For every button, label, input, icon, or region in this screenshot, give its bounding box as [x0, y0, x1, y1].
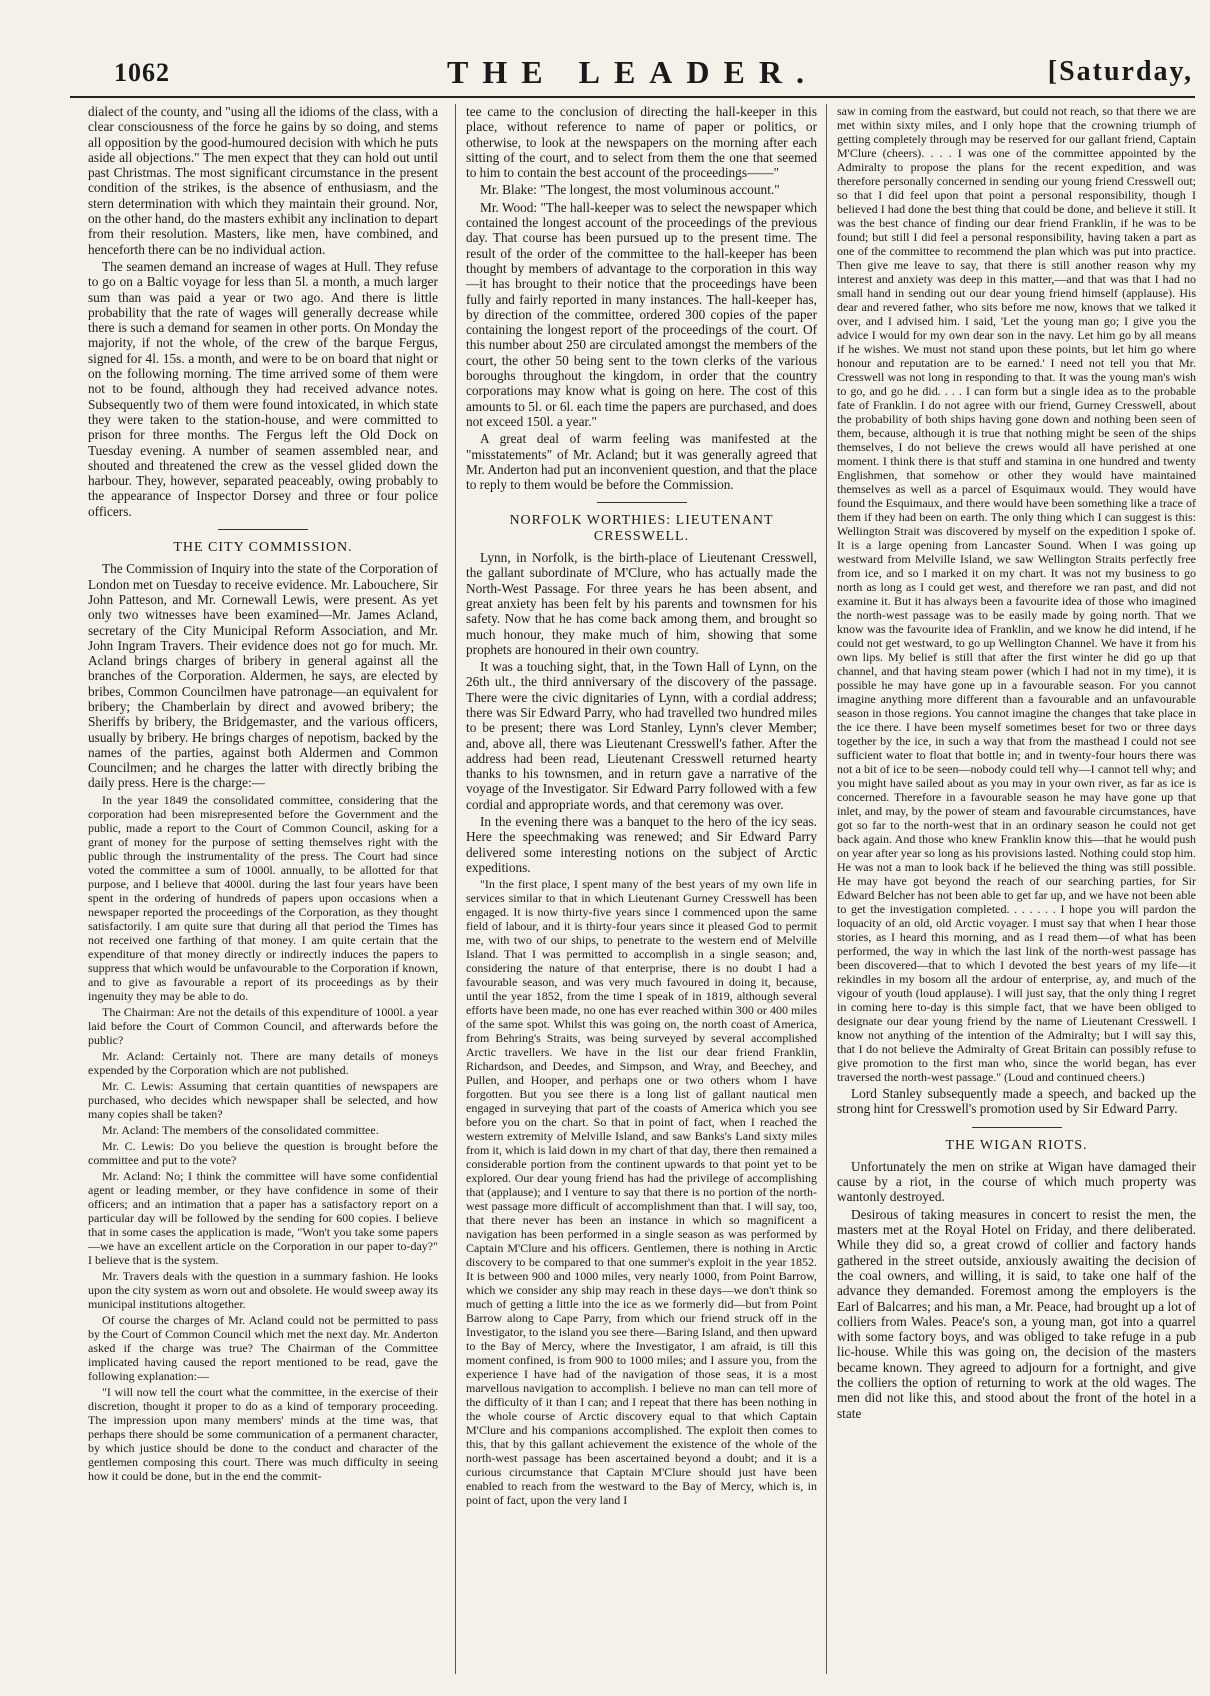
paragraph: Mr. Wood: "The hall-keeper was to select the newspaper which contained the longest account of the proceedings of the previous day. That course has been pursued up to the present time. The result of the order of the committee to the hall-keeper has been thought by members of advantage to the corporation in this way—it has brought to their notice that the proceedings have been fully and fairly reported in many instances. The hall-keeper has, by direction of the committee, ordered 300 copies of the paper containing the longest report of the proceedings of the court. Of this number about 250 are circulated amongst the members of the court, the other 50 being sent to the town clerks of the various boroughs throughout the kingdom, in order that the country corporations may know what is going on here. The cost of this amounts to 5l. or 6l. each time the papers are purchased, and does not exceed 150l. a year.": [466, 199, 817, 429]
section-divider: [218, 529, 308, 530]
masthead: [70, 48, 1195, 98]
paragraph: dialect of the county, and "using all the idioms of the class, with a clear consciousness of the force he gains by so doing, and stems all opposition by the good-humoured decision with which he puts aside all objections." The men expect that they can hold out until past Christmas. The most significant circumstance in the present condition of the strikes, is the absence of enthusiasm, and the stern determination with which they maintain their ground. Nor, on the other hand, do the masters exhibit any inclination to depart from their resolution. Masters, like men, have combined, and henceforth there can be no individual action.: [88, 104, 438, 257]
section-divider: [972, 1127, 1062, 1128]
quoted-paragraph: "In the first place, I spent many of the best years of my own life in services similar to that in which Lieutenant Gurney Cresswell has been engaged. It is now thirty-five years since I commenced upon the same field of labour, and it is thirty-four years since it pleased God to permit me, with two of our ships, to penetrate to the western end of Melville Island. That I was permitted to accomplish in a single season; and, considering the nature of that enterprise, there is no doubt I had a favourable season, and was very much favoured in doing it, because, until the year 1852, from the time I speak of in 1819, although several efforts have been made, no one has ever reached within 300 or 400 miles of the same spot. Whilst this was going on, the north coast of America, from Behring's Straits, was being surveyed by several accomplished Arctic travellers. We have in the list our dear friend Franklin, Richardson, and Deedes, and Simpson, and Wray, and Beechey, and Pullen, and Hooper, and perhaps one or two others whom I have forgotten. But you see there is a long list of gallant nautical men engaged in surveying that part of the coasts of America which you see before you on the chart. So that in point of fact, when I reached the western extremity of Melville Island, and saw Banks's Land sixty miles from it, which is laid down in my chart of that day, there then remained a considerable portion from the continent upwards to that point yet to be explored. Our dear young friend has had the privilege of accomplishing that (applause); and I venture to say that there is no portion of the north-west passage more difficult of accomplishment than that. I will say, too, that there never has been an instance in which so magnificent a navigation has been performed in a single season as was performed by Captain M'Clure and his officers. Gentlemen, there is nothing in Arctic discovery to be compared to that one summer's exploit in the year 1852. It is between 900 and 1000 miles, very nearly 1000, from Point Barrow, which we consider any ship may reach in these days—we don't think so much of getting a little into the ice as we formerly did—but from Point Barrow along to Cape Parry, from which our friend struck off in the Investigator, to the island you see there—Baring Island, and then upward to the Bay of Mercy, where the Investigator, I am afraid, is till this moment confined, is from 900 to 1000 miles; and I assure you, from the experience I have had of the navigation of those seas, it is a most marvellous navigation to accomplish. I believe no man can tell more of the difficulty of it than I can; and I repeat that there has been nothing in the whole course of Arctic discovery equal to that which Captain M'Clure and his companions accomplished. The exploit then comes to this, that by this gallant achievement the existence of the whole of the north-west passage has been ascertained beyond a doubt; and it is a curious circumstance that Captain M'Clure should just have been enabled to reach from the westward to the Bay of Mercy, which is, in point of fact, upon the very land I: [466, 877, 817, 1508]
issue-day: [Saturday,: [1047, 56, 1193, 87]
newspaper-title: THE LEADER.: [447, 54, 818, 90]
quoted-paragraph: Mr. Travers deals with the question in a summary fashion. He looks upon the city system as worn out and obsolete. He would sweep away its municipal institutions altogether.: [88, 1268, 438, 1311]
paragraph: Lynn, in Norfolk, is the birth-place of Lieutenant Cresswell, the gallant subordinate of M'Clure, who has actually made the North-West Passage. For three years he has been absent, and great anxiety has been felt by his parents and townsmen for his safety. Now that he has come back among them, and brought so much honour, they make much of him, showing that some prophets are honoured in their own country.: [466, 550, 817, 657]
quoted-paragraph: Mr. C. Lewis: Assuming that certain quantities of newspapers are purchased, who decides which newspaper shall be selected, and how many copies shall be taken?: [88, 1078, 438, 1121]
paragraph: In the evening there was a banquet to the hero of the icy seas. Here the speechmaking was renewed; and Sir Edward Parry delivered some interesting notions on the subject of Arctic expeditions.: [466, 814, 817, 875]
column-3: [826, 104, 1196, 1674]
column-1: [88, 104, 438, 1674]
quoted-paragraph: saw in coming from the eastward, but could not reach, so that there we are met within sixty miles, and I only hope that the crowning triumph of getting completely through may be reserved for our gallant friend, Captain M'Clure (cheers). . . . I was one of the committee appointed by the Admiralty to propose the plans for the recent expedition, and was therefore personally concerned in sending our young friend Cresswell out; so that I did feel upon that point a personal responsibility, though I believed I had done the best thing that could be done, and believe it still. It was the best chance of finding our dear friend Franklin, if he was to be found; but still I did feel a personal responsibility, having taken a part as one of the committee to recommend the plan which was put into practice. Then give me leave to say, that there is still another reason why my interest and anxiety was deep in this matter,—and that was that I had no small hand in sending out our dear young friend himself (applause). His dear and revered father, who sits before me now, knows that we talked it over, and I advised him. I said, 'Let the young man go; I give you the advice I would for my own dear son in the navy. Let him go by all means if he wishes. We must not stand upon these points, but let him go where honour and reputation are to be earned.' I need not tell you that Mr. Cresswell was not long in responding to that. It was the young man's wish to go, and go he did. . . . I can form but a single idea as to the probable fate of Franklin. I do not agree with our friend, Gurney Cresswell, about the probability of both ships having gone down and nothing been seen of them, because, although it is true that nothing might be seen of the ships themselves, I do not believe the crews would all have perished at one moment. I think there is that stuff and stamina in one hundred and twenty Englishmen, that somehow or other they would have maintained themselves as well as a parcel of Esquimaux would. They would have found the Esquimaux, and there would have been something like a trace of them if they had been on earth. The only thing which I can suggest is this: Wellington Strait was discovered by myself on the expedition I spoke of. It is a large opening from Lancaster Sound. When I was going up westward from Melville Island, we saw Wellington Straits perfectly free from ice, and so I marked it on my chart. It was not my business to go north as long as I could get west, and therefore we ran past, and did not examine it. But it has always been a favourite idea of those who imagined the north-west passage was to be easily made by going north. That we know was the favourite idea of Franklin, and we know he did intend, if he could not get westward, to go up Wellington Channel. We have it from his own lips. My belief is still that after the first winter he did go up that channel, and that having steam power (which I had not in my time), it is possible he may have gone up in a favourable season. For you cannot imagine anything more different than a favourable and an unfavourable season in those regions. You cannot imagine the changes that take place in the ice there. I have been myself sometimes beset for two or three days together by the ice, in such a way that from the masthead I could not see sufficient water to float that bottle in; and in twenty-four hours there was not a bit of ice to be seen—nobody could tell why—I cannot tell why; and you might have sailed about as you may in your own river, as far as ice is concerned. Therefore in a favourable season he may have gone up that inlet, and may, by the power of steam and favourable circumstances, have got so far to the north-west that in an ordinary season he could not get back again. And those who knew Franklin know this—that he would push on year after year so long as his provisions lasted. Nothing could stop him. He was not a man to look back if he believed the thing was still possible. He may have got beyond the reach of our searching parties, for Sir Edward Belcher has not been able to get far up, and we have not been able to get the investigation completed. . . . . . . I hope you will pardon the loquacity of an old, old Arctic voyager. I must say that when I hear those stories, as I heard this morning, and as I read them—of what has been performed, the way in which the last link of the north-west passage has been discovered—that to which I devoted the best years of my life—it rekindles in my bosom all the ardour of enterprise, ay, and much of the vigour of youth (loud applause). I will just say, that the only thing I regret in coming here to-day is this simple fact, that we have been obliged to designate our dear young friend by the name of Lieutenant Cresswell. I know not anything of the intention of the Admiralty; but I will say this, that I do not believe the Admiralty of Great Britain can possibly refuse to give promotion to the first man who, since the world began, has ever traversed the north-west passage." (Loud and continued cheers.): [837, 104, 1196, 1084]
heading-wigan-riots: THE WIGAN RIOTS.: [945, 1137, 1088, 1153]
quoted-paragraph: Mr. Acland: Certainly not. There are many details of moneys expended by the Corporation which are not published.: [88, 1048, 438, 1077]
page-number: 1062: [114, 58, 170, 87]
paragraph: tee came to the conclusion of directing the hall-keeper in this place, without reference to name of paper or politics, or otherwise, to look at the newspapers on the morning after each sitting of the court, and to select from them the one that seemed to him to contain the best account of the proceedings——": [466, 104, 817, 181]
heading-norfolk-worthies: NORFOLK WORTHIES: LIEUTENANT CRESSWELL.: [509, 513, 774, 544]
heading-city-commission: THE CITY COMMISSION.: [173, 540, 353, 556]
header-rule: [70, 96, 1195, 98]
quoted-paragraph: Mr. Acland: No; I think the committee will have some confidential agent or leading member, or they have confidence in some of their officers; and an intimation that a paper has a satisfactory report on a particular day will be followed by the sending for 600 copies. I believe that in some cases the application is made, "Won't you take some papers—we have an excellent article on the Corporation in our paper to-day?" I believe that is the system.: [88, 1168, 438, 1267]
section-divider: [597, 502, 687, 503]
paragraph: The Commission of Inquiry into the state of the Corporation of London met on Tuesday to receive evidence. Mr. Labouchere, Sir John Patteson, and Mr. Cornewall Lewis, were present. As yet only two witnesses have been examined—Mr. James Acland, secretary of the City Municipal Reform Association, and Mr. John Ingram Travers. Their evidence does not go for much. Mr. Acland brings charges of bribery in general against all the branches of the Corporation. Aldermen, he says, are elected by bribes, Common Councilmen have patronage—an equivalent for bribery; the Chamberlain by direct and avowed bribery; the Sheriffs by bribery, the Bridgemaster, and the various officers, usually by bribery. He brings charges of nepotism, backed by the names of the parties, against both Aldermen and Common Councilmen; and he charges the latter with directly bribing the daily press. Here is the charge:—: [88, 561, 438, 791]
quoted-paragraph: Mr. Acland: The members of the consolidated committee.: [102, 1122, 379, 1137]
column-2: [455, 104, 817, 1674]
paragraph: Lord Stanley subsequently made a speech, and backed up the strong hint for Cresswell's promotion used by Sir Edward Parry.: [837, 1086, 1196, 1117]
quoted-paragraph: Of course the charges of Mr. Acland could not be permitted to pass by the Court of Common Council which met the next day. Mr. Anderton asked if the charge was true? The Chairman of the Committee implicated having caused the report mentioned to be read, gave the following explanation:—: [88, 1312, 438, 1383]
paragraph: The seamen demand an increase of wages at Hull. They refuse to go on a Baltic voyage for less than 5l. a month, a much larger sum than was paid a year or two ago. And there is little probability that the rate of wages will generally decrease while there is such a demand for seamen in other ports. On Monday the majority, if not the whole, of the crew of the barque Fergus, signed for 4l. 15s. a month, and were to be on board that night or on the following morning. The time arrived some of them were not to be found, although they had received advance notes. Subsequently two of them were found intoxicated, in which state they were taken to the station-house, and were committed to prison for three months. The Fergus left the Old Dock on Tuesday evening. A number of seamen assembled near, and shouted and threatened the crew as the vessel glided down the harbour. They, however, separated peaceably, owing probably to the appearance of Inspector Dorsey and three or four police officers.: [88, 258, 438, 519]
paragraph: It was a touching sight, that, in the Town Hall of Lynn, on the 26th ult., the third anniversary of the discovery of the passage. There were the civic dignitaries of Lynn, with a cordial address; there was Sir Edward Parry, who had travelled two hundred miles to be present; there was Lord Stanley, Lynn's clever Member; and, above all, there was Lieutenant Cresswell's father. After the address had been read, Lieutenant Cresswell returned hearty thanks to his townsmen, and in return gave a narrative of the voyage of the Investigator. Sir Edward Parry followed with a few cordial and appropriate words, and that ceremony was over.: [466, 659, 817, 812]
paragraph: A great deal of warm feeling was manifested at the "misstatements" of Mr. Acland; but it was generally agreed that Mr. Anderton had put an inconvenient question, and that the place to reply to them would be before the Commission.: [466, 431, 817, 493]
quoted-paragraph: The Chairman: Are not the details of this expenditure of 1000l. a year laid before the Court of Common Council, and afterwards before the public?: [88, 1004, 438, 1047]
paragraph: Desirous of taking measures in concert to resist the men, the masters met at the Royal Hotel on Friday, and there deliberated. While they did so, a great crowd of collier and factory hands gathered in the street outside, anxiously awaiting the decision of the coal owners, and willing, it is said, to take one half of the advance they demanded. Foremost among the employers is the Earl of Balcarres; and his man, a Mr. Peace, had brought up a lot of colliers from Wales. Peace's son, a young man, got into a quarrel with some factory boys, and was obliged to take refuge in a pub lic-house. While this was going on, the decision of the masters became known. They agreed to adjourn for a fortnight, and give the colliers the option of returning to work at the old wages. The men did not like this, and stood about the front of the hotel in a state: [837, 1206, 1196, 1421]
quoted-paragraph: Mr. C. Lewis: Do you believe the question is brought before the committee and put to the vote?: [88, 1138, 438, 1167]
paragraph: Mr. Blake: "The longest, the most voluminous account.": [480, 182, 780, 198]
article-columns: [88, 104, 1196, 1674]
quoted-paragraph: In the year 1849 the consolidated committee, considering that the corporation had been misrepresented before the Government and the public, made a report to the Court of Common Council, asking for a grant of money for the purpose of setting themselves right with the public through the instrumentality of the press. The Court had since voted the committee a sum of 1000l. annually, to be allotted for that purpose, and I believe that 4000l. during the last four years have been spent in the ordering of hundreds of papers upon occasions when a newspaper reported the proceedings of the Corporation, as they thought satisfactorily. I am quite sure that during all that period the Times has not received one farthing of that money. I am quite certain that the expenditure of that money directly or indirectly induces the papers to suppress that which would be unfavourable to the Corporation if known, and to give as favourable a report of its proceedings as by their ingenuity they may be able to do.: [88, 792, 438, 1003]
paragraph: Unfortunately the men on strike at Wigan have damaged their cause by a riot, in the course of which much property was wantonly destroyed.: [837, 1158, 1196, 1205]
quoted-paragraph: "I will now tell the court what the committee, in the exercise of their discretion, thought it proper to do as a kind of temporary proceeding. The impression upon many members' minds at the time was, that perhaps there should be some communication of a permanent character, by which justice should be done to the conduct and character of the gentlemen composing this court. There was much difficulty in seeing how it could be done, but in the end the commit-: [88, 1384, 438, 1483]
